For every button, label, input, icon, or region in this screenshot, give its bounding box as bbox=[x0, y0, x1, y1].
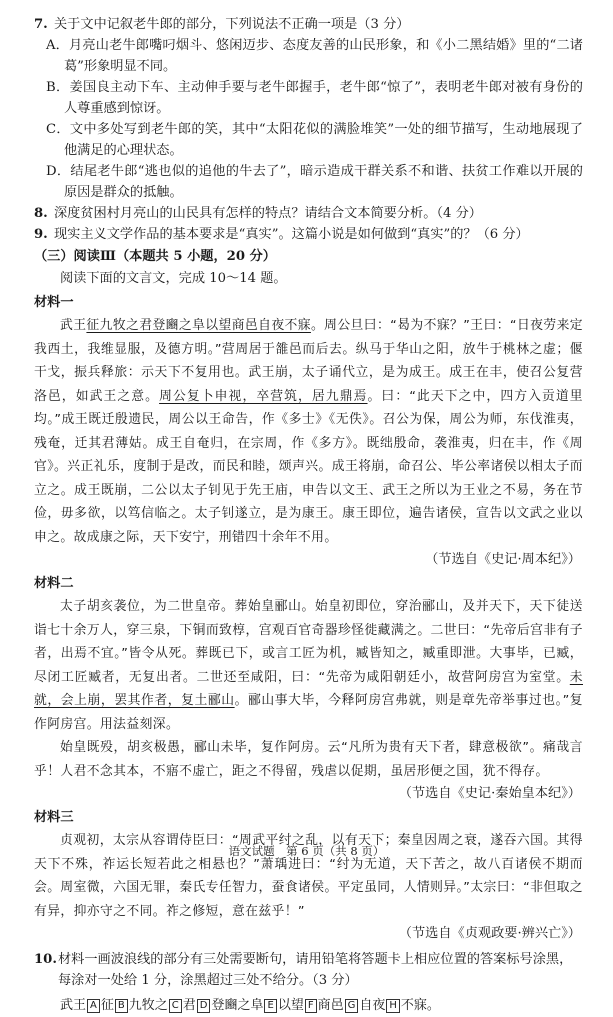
option-b: B．姜国良主动下车、主动伸手要与老牛郎握手，老牛郎“惊了”，表明老牛郎对被有身份的人尊重感到惊讶。 bbox=[46, 80, 583, 116]
option-a: A．月亮山老牛郎嘴叼烟斗、悠闲迈步、态度友善的山民形象，和《小二黑结婚》里的“二诸葛”形象明显不同。 bbox=[46, 38, 583, 74]
question-7 bbox=[34, 14, 583, 35]
material-2-commentary: 始皇既殁，胡亥极愚，郦山未毕，复作阿房。云“凡所为贵有天下者，肆意极欲”。痛哉言乎！人君不念其本，不寤不虚亡，距之不得留，残虐以促期，虽居形便之国，犹不得存。 bbox=[34, 740, 583, 779]
question-10 bbox=[34, 949, 583, 991]
section-title: （三）阅读Ⅲ（本题共 5 小题，20 分） bbox=[34, 249, 276, 264]
marker-e: E bbox=[264, 999, 276, 1013]
segment: 征 bbox=[100, 998, 114, 1013]
segment: 登豳之阜 bbox=[211, 998, 264, 1013]
segment: 君 bbox=[182, 998, 196, 1013]
option-d: D．结尾老牛郎“逃也似的追他的牛去了”，暗示造成干群关系不和谐、扶贫工作难以开展的原因是群众的抵触。 bbox=[46, 164, 583, 200]
option-c: C．文中多处写到老牛郎的笑，其中“太阳花似的满脸堆笑”一处的细节描写，生动地展现了他满足的心理状态。 bbox=[46, 122, 583, 158]
text-span: 。郦山事大毕，今释阿房宫弗就，则是章先帝举事过也。”复作阿房宫。用法益刻深。 bbox=[34, 693, 584, 732]
material-2-heading: 材料二 bbox=[34, 576, 74, 591]
underlined-sentence: 周公复卜申视，卒营筑，居九鼎焉 bbox=[159, 388, 368, 404]
material-1-source: （节选自《史记·周本纪》） bbox=[425, 552, 581, 567]
marker-h: H bbox=[386, 999, 400, 1013]
material-3-text: 贞观初，太宗从容谓侍臣曰：“周武平纣之乱，以有天下；秦皇因周之衰，遂吞六国。其得天下不殊，祚运长短若此之相悬也？”萧瑀进曰：“纣为无道，天下苦之，故八百诸侯不期而会。周室微，六国无罪，秦氏专任智力，蚕食诸侯。平定虽同，人情则异。”太宗曰：“非但取之有异，抑亦守之不同。祚之修短，意在兹乎！” bbox=[34, 833, 583, 919]
wavy-underlined-passage: 征九牧之君登豳之阜以望商邑自夜不寐 bbox=[86, 318, 311, 333]
underlined-sentence: 未就，会上崩，罢其作者，复土郦山 bbox=[34, 669, 583, 708]
segment: 以望 bbox=[277, 998, 304, 1013]
material-1-heading: 材料一 bbox=[34, 295, 74, 310]
marker-b: B bbox=[115, 999, 128, 1013]
page-footer: 语文试题 第 6 页（共 8 页） bbox=[228, 844, 385, 858]
marker-a: A bbox=[87, 999, 100, 1013]
question-stem: 关于文中记叙老牛郎的部分，下列说法不正确一项是（3 分） bbox=[54, 17, 410, 32]
marker-d: D bbox=[197, 999, 211, 1013]
question-9 bbox=[34, 224, 583, 245]
question-text: 深度贫困村月亮山的山民具有怎样的特点？请结合文本简要分析。（4 分） bbox=[54, 206, 482, 221]
material-2-text bbox=[34, 595, 583, 736]
segmentation-sequence bbox=[34, 995, 583, 1017]
text-span: 太子胡亥袭位，为二世皇帝。葬始皇郦山。始皇初即位，穿治郦山，及并天下，天下徒送诣七十余万人，穿三泉，下铜而致椁，宫观百官奇器珍怪徙藏满之。二世曰：“先帝后宫非有子者，出焉不宜。”皆令从死。葬既已下，或言工匠为机，臧皆知之，臧重即泄。大事毕，已臧，尽闭工匠臧者，无复出者。二世还至咸阳，曰：“先帝为咸阳朝廷小，故营阿房宫为室堂。 bbox=[34, 599, 583, 685]
question-number: 10. bbox=[34, 952, 57, 967]
section-instruction: 阅读下面的文言文，完成 10～14 题。 bbox=[60, 271, 287, 286]
segment: 不寐。 bbox=[400, 998, 440, 1013]
text-span: 。周公旦曰：“曷为不寐？”王曰：“日夜劳来定我西土，我维显服，及德方明。”营周居于雒邑而后去。纵马于华山之阳，放牛于桃林之虚；偃干戈，振兵释旅：示天下不复用也。武王崩，太子诵代立，是为成王。成王在丰，使召公复营洛邑，如武王之意。 bbox=[34, 318, 583, 404]
marker-g: G bbox=[345, 999, 359, 1013]
material-1-text bbox=[34, 314, 583, 549]
question-text: 材料一画波浪线的部分有三处需要断句，请用铅笔将答题卡上相应位置的答案标号涂黑，每涂对一处给 1 分，涂黑超过三处不给分。（3 分） bbox=[58, 952, 573, 988]
question-number: 9. bbox=[34, 227, 48, 242]
question-text: 现实主义文学作品的基本要求是“真实”。这篇小说是如何做到“真实”的？（6 分） bbox=[54, 227, 529, 242]
segment: 九牧之 bbox=[128, 998, 168, 1013]
text-span: 。曰：“此天下之中，四方入贡道里均。”成王既迁殷遗民，周公以王命告，作《多士》《无佚》。召公为保，周公为师，东伐淮夷，残奄，迁其君薄姑。成王自奄归，在宗周，作《多方》。既绌殷命，袭淮夷，归在丰，作《周官》。兴正礼乐，度制于是改，而民和睦，颂声兴。成王将崩，命召公、毕公率诸侯以相太子而立之。成王既崩，二公以太子钊见于先王庙，申告以文王、武王之所以为王业之不易，务在节俭，毋多欲，以笃信临之。太子钊遂立，是为康王。康王即位，遍告诸侯，宣告以文武之业以申之。故成康之际，天下安宁，刑错四十余年不用。 bbox=[34, 388, 584, 545]
text-span: 武王 bbox=[60, 318, 87, 333]
material-3-heading: 材料三 bbox=[34, 810, 74, 825]
marker-c: C bbox=[169, 999, 182, 1013]
question-8 bbox=[34, 203, 583, 224]
material-3-source: （节选自《贞观政要·辨兴亡》） bbox=[398, 926, 581, 941]
question-number: 8. bbox=[34, 206, 48, 221]
marker-f: F bbox=[305, 999, 317, 1013]
question-number: 7. bbox=[34, 17, 48, 32]
segment: 武王 bbox=[60, 998, 87, 1013]
segment: 商邑 bbox=[317, 998, 344, 1013]
material-2-source: （节选自《史记·秦始皇本纪》） bbox=[398, 786, 581, 801]
segment: 自夜 bbox=[359, 998, 386, 1013]
